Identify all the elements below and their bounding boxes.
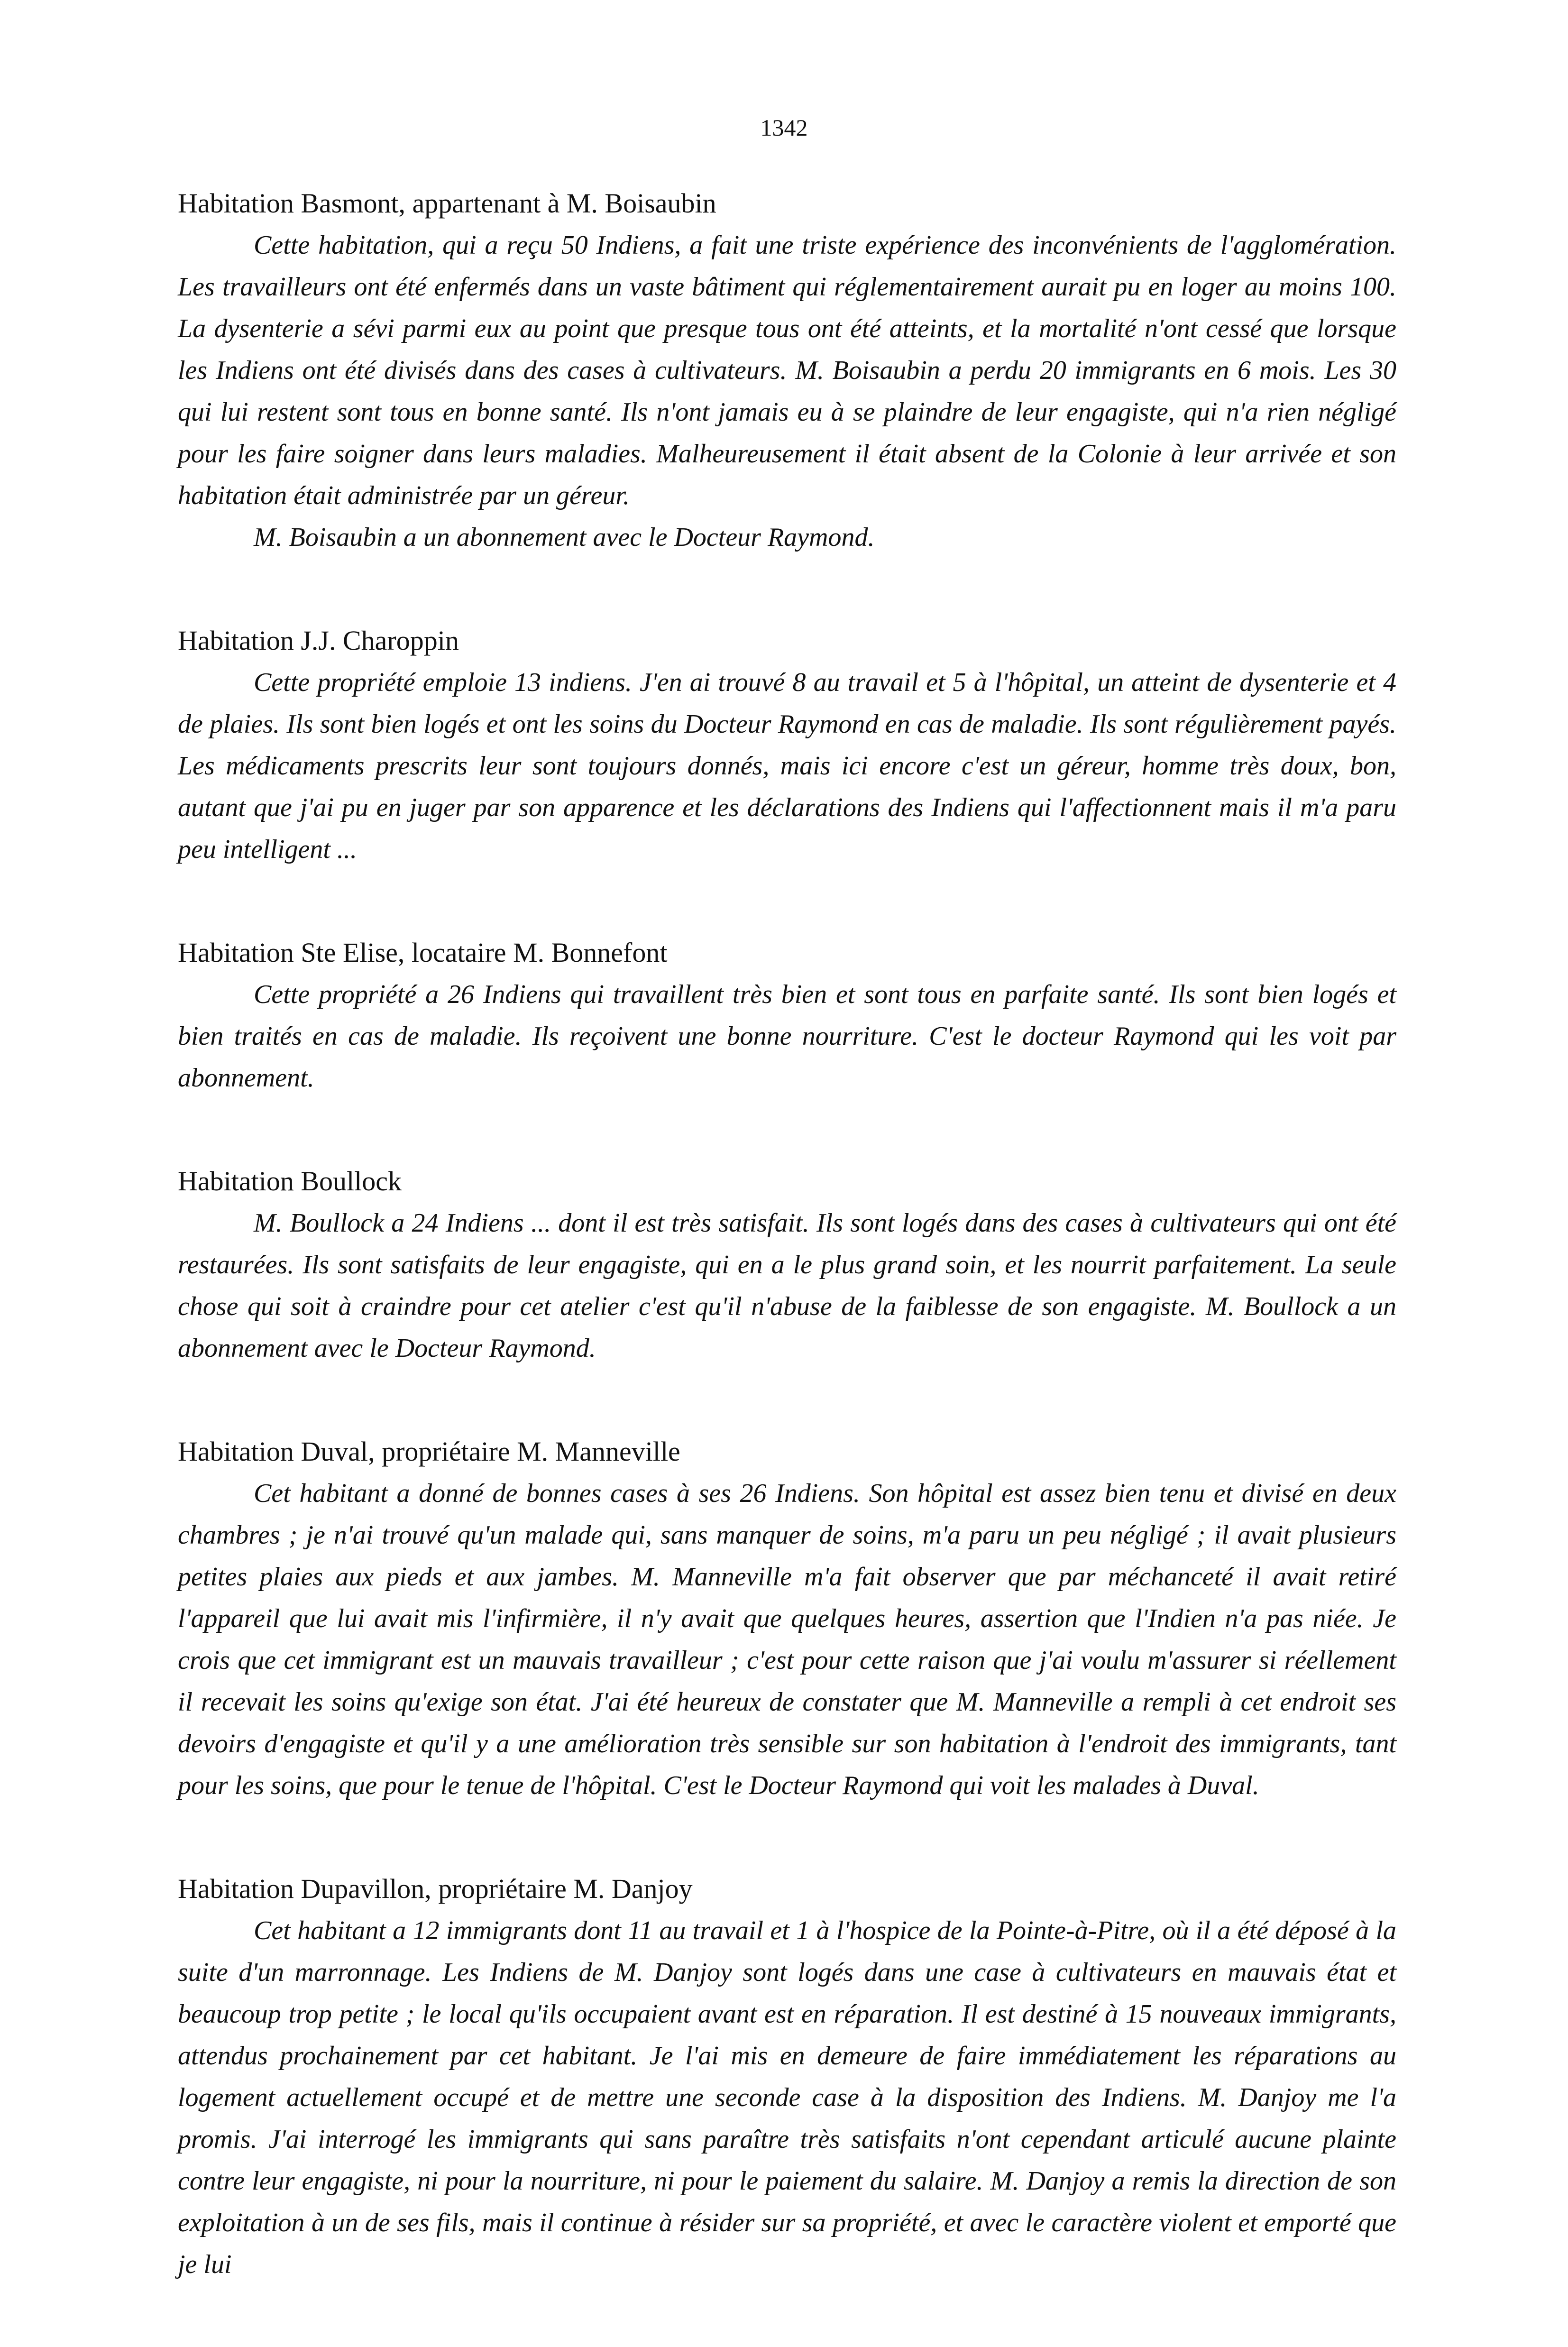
section-dupavillon bbox=[178, 1868, 1396, 2285]
section-charoppin bbox=[178, 620, 1396, 870]
section-paragraph: Cet habitant a 12 immigrants dont 11 au travail et 1 à l'hospice de la Pointe-à-Pitre, où il a été déposé à la suite d'un marronnage. Les Indiens de M. Danjoy sont logés dans une case à cultivateurs en mauvais état et beaucoup trop petite ; le local qu'ils occupaient avant est en réparation. Il est destiné à 15 nouveaux immigrants, attendus prochainement par cet habitant. Je l'ai mis en demeure de faire immédiatement les réparations au logement actuellement occupé et de mettre une seconde case à la disposition des Indiens. M. Danjoy me l'a promis. J'ai interrogé les immigrants qui sans paraître très satisfaits n'ont cependant articulé aucune plainte contre leur engagiste, ni pour la nourriture, ni pour le paiement du salaire. M. Danjoy a remis la direction de son exploitation à un de ses fils, mais il continue à résider sur sa propriété, et avec le caractère violent et emporté que je lui bbox=[178, 1916, 1396, 2279]
section-paragraph: Cette propriété a 26 Indiens qui travaillent très bien et sont tous en parfaite santé. Ils sont bien logés et bien traités en cas de maladie. Ils reçoivent une bonne nourriture. C'est le docteur Raymond qui les voit par abonnement. bbox=[178, 980, 1396, 1093]
section-heading: Habitation Dupavillon, propriétaire M. Danjoy bbox=[178, 1873, 693, 1904]
section-heading: Habitation J.J. Charoppin bbox=[178, 625, 459, 656]
section-heading: Habitation Duval, propriétaire M. Manneville bbox=[178, 1436, 680, 1467]
page-number: 1342 bbox=[760, 114, 808, 141]
section-paragraph: M. Boisaubin a un abonnement avec le Docteur Raymond. bbox=[254, 523, 875, 552]
document-body bbox=[178, 183, 1396, 2347]
section-heading: Habitation Basmont, appartenant à M. Boisaubin bbox=[178, 188, 716, 219]
section-duval bbox=[178, 1431, 1396, 1806]
section-basmont bbox=[178, 183, 1396, 558]
section-heading: Habitation Boullock bbox=[178, 1166, 402, 1197]
section-paragraph: Cette propriété emploie 13 indiens. J'en ai trouvé 8 au travail et 5 à l'hôpital, un atteint de dysenterie et 4 de plaies. Ils sont bien logés et ont les soins du Docteur Raymond en cas de maladie. Ils sont régulièrement payés. Les médicaments prescrits leur sont toujours donnés, mais ici encore c'est un géreur, homme très doux, bon, autant que j'ai pu en juger par son apparence et les déclarations des Indiens qui l'affectionnent mais il m'a paru peu intelligent ... bbox=[178, 668, 1396, 864]
section-ste-elise bbox=[178, 932, 1396, 1099]
section-paragraph: Cet habitant a donné de bonnes cases à ses 26 Indiens. Son hôpital est assez bien tenu et divisé en deux chambres ; je n'ai trouvé qu'un malade qui, sans manquer de soins, m'a paru un peu négligé ; il avait plusieurs petites plaies aux pieds et aux jambes. M. Manneville m'a fait observer que par méchanceté il avait retiré l'appareil que lui avait mis l'infirmière, il n'y avait que quelques heures, assertion que l'Indien n'a pas niée. Je crois que cet immigrant est un mauvais travailleur ; c'est pour cette raison que j'ai voulu m'assurer si réellement il recevait les soins qu'exige son état. J'ai été heureux de constater que M. Manneville a rempli à cet endroit ses devoirs d'engagiste et qu'il y a une amélioration très sensible sur son habitation à l'endroit des immigrants, tant pour les soins, que pour le tenue de l'hôpital. C'est le Docteur Raymond qui voit les malades à Duval. bbox=[178, 1479, 1396, 1800]
section-paragraph: Cette habitation, qui a reçu 50 Indiens, a fait une triste expérience des inconvénients de l'agglomération. Les travailleurs ont été enfermés dans un vaste bâtiment qui réglementairement aurait pu en loger au moins 100. La dysenterie a sévi parmi eux au point que presque tous ont été atteints, et la mortalité n'ont cessé que lorsque les Indiens ont été divisés dans des cases à cultivateurs. M. Boisaubin a perdu 20 immigrants en 6 mois. Les 30 qui lui restent sont tous en bonne santé. Ils n'ont jamais eu à se plaindre de leur engagiste, qui n'a rien négligé pour les faire soigner dans leurs maladies. Malheureusement il était absent de la Colonie à leur arrivée et son habitation était administrée par un géreur. bbox=[178, 230, 1396, 510]
section-boullock bbox=[178, 1160, 1396, 1369]
section-heading: Habitation Ste Elise, locataire M. Bonnefont bbox=[178, 937, 668, 968]
section-paragraph: M. Boullock a 24 Indiens ... dont il est très satisfait. Ils sont logés dans des cases à cultivateurs qui ont été restaurées. Ils sont satisfaits de leur engagiste, qui en a le plus grand soin, et les nourrit parfaitement. La seule chose qui soit à craindre pour cet atelier c'est qu'il n'abuse de la faiblesse de son engagiste. M. Boullock a un abonnement avec le Docteur Raymond. bbox=[178, 1208, 1396, 1363]
